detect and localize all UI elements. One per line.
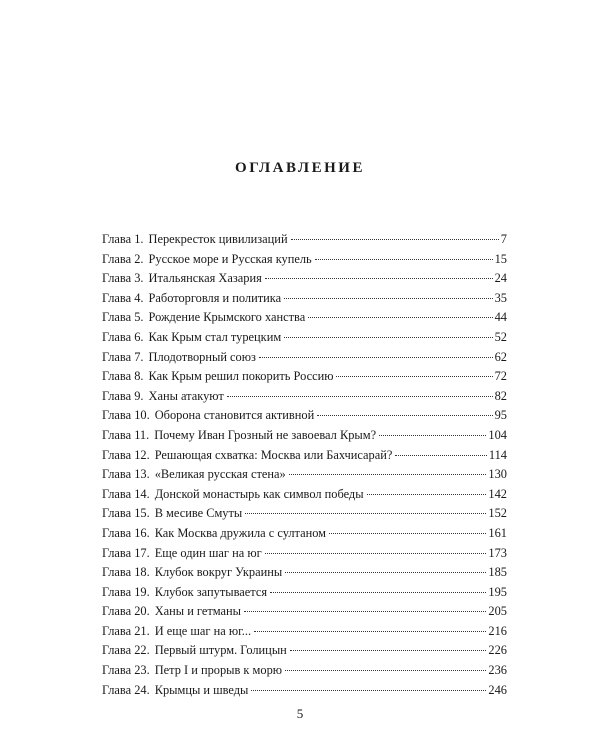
toc-entry-page: 82 (494, 388, 507, 403)
toc-entry-chapter: Глава 7. (102, 349, 144, 364)
toc-entry-title: Как Крым решил покорить Россию (148, 369, 334, 384)
toc-heading: ОГЛАВЛЕНИЕ (235, 160, 365, 176)
toc-dot-leader (308, 317, 492, 318)
toc-entry-page: 246 (488, 682, 507, 697)
toc-entry-page: 35 (494, 290, 507, 305)
toc-dot-leader (284, 298, 493, 299)
toc-entry-page: 44 (494, 310, 507, 325)
toc-entry (102, 683, 507, 703)
toc-entry-title: Почему Иван Грозный не завоевал Крым? (154, 427, 377, 442)
toc-entry-title: Петр I и прорыв к морю (154, 663, 283, 678)
toc-entry-chapter: Глава 6. (102, 329, 144, 344)
toc-dot-leader (395, 455, 487, 456)
toc-entry-chapter: Глава 4. (102, 290, 144, 305)
toc-entry (102, 310, 507, 330)
toc-entry-chapter: Глава 12. (102, 447, 150, 462)
toc-dot-leader (291, 239, 499, 240)
toc-entry-page: 185 (488, 565, 507, 580)
toc-entry-page: 72 (494, 369, 507, 384)
toc-dot-leader (244, 611, 486, 612)
toc-dot-leader (285, 572, 486, 573)
toc-entry-chapter: Глава 13. (102, 467, 150, 482)
toc-dot-leader (336, 376, 492, 377)
toc-entry-page: 104 (488, 427, 507, 442)
toc-entry-title: В месиве Смуты (154, 506, 243, 521)
toc-entry-chapter: Глава 23. (102, 663, 150, 678)
toc-entry-page: 62 (494, 349, 507, 364)
toc-entry-chapter: Глава 16. (102, 525, 150, 540)
toc-entry-title: Решающая схватка: Москва или Бахчисарай? (154, 447, 393, 462)
toc-entry-title: Клубок вокруг Украины (154, 565, 283, 580)
toc-dot-leader (290, 650, 487, 651)
toc-entry (102, 624, 507, 644)
toc-entry-chapter: Глава 18. (102, 565, 150, 580)
toc-dot-leader (251, 690, 486, 691)
toc-entry-chapter: Глава 10. (102, 408, 150, 423)
toc-dot-leader (317, 415, 492, 416)
toc-dot-leader (284, 337, 492, 338)
toc-entry-page: 7 (500, 232, 507, 246)
toc-entry-chapter: Глава 15. (102, 506, 150, 521)
toc-dot-leader (367, 494, 487, 495)
toc-entry-title: Как Крым стал турецким (148, 329, 282, 344)
toc-entry-page: 142 (488, 486, 507, 501)
toc-entry-page: 95 (494, 408, 507, 423)
toc-entry (102, 506, 507, 526)
toc-entry (102, 369, 507, 389)
toc-entry (102, 487, 507, 507)
toc-entry (102, 467, 507, 487)
toc-entry (102, 408, 507, 428)
toc-dot-leader (265, 278, 493, 279)
toc-entry-page: 130 (488, 467, 507, 482)
toc-entry-chapter: Глава 8. (102, 369, 144, 384)
toc-entry-chapter: Глава 21. (102, 623, 150, 638)
toc-entry-title: Как Москва дружила с султаном (154, 525, 327, 540)
toc-entry (102, 350, 507, 370)
toc-entry (102, 526, 507, 546)
toc-entry-page: 226 (488, 643, 507, 658)
toc-entry-chapter: Глава 11. (102, 427, 150, 442)
toc-entry (102, 428, 507, 448)
toc-entry-page: 114 (488, 447, 507, 462)
toc-entry-title: Русское море и Русская купель (148, 251, 312, 266)
toc-entry (102, 291, 507, 311)
toc-entry-page: 152 (488, 506, 507, 521)
toc-entry (102, 330, 507, 350)
toc-entry-title: Рождение Крымского ханства (148, 310, 306, 325)
toc-entry-page: 173 (488, 545, 507, 560)
toc-entry (102, 271, 507, 291)
toc-dot-leader (379, 435, 486, 436)
toc-entry (102, 389, 507, 409)
toc-dot-leader (259, 357, 493, 358)
toc-entry-chapter: Глава 17. (102, 545, 150, 560)
toc-entry-title: И еще шаг на юг... (154, 623, 252, 638)
toc-entry-page: 24 (494, 271, 507, 286)
toc-entry-chapter: Глава 1. (102, 232, 144, 246)
toc-entry-title: Перекресток цивилизаций (148, 232, 288, 246)
toc-dot-leader (265, 553, 487, 554)
toc-entry-page: 15 (494, 251, 507, 266)
toc-entry (102, 546, 507, 566)
toc-entry-title: Первый штурм. Голицын (154, 643, 287, 658)
toc-entry-chapter: Глава 14. (102, 486, 150, 501)
toc-entry-page: 216 (488, 623, 507, 638)
toc-dot-leader (289, 474, 487, 475)
toc-entry (102, 448, 507, 468)
toc-entry-chapter: Глава 19. (102, 584, 150, 599)
toc-entry-title: Клубок запутывается (154, 584, 268, 599)
toc-entry-chapter: Глава 20. (102, 604, 150, 619)
toc-entry (102, 232, 507, 252)
toc-dot-leader (254, 631, 486, 632)
toc-entry-chapter: Глава 5. (102, 310, 144, 325)
toc-dot-leader (315, 259, 493, 260)
toc-entry-chapter: Глава 3. (102, 271, 144, 286)
toc-entry-page: 205 (488, 604, 507, 619)
toc-dot-leader (245, 513, 486, 514)
toc-entry-page: 161 (488, 525, 507, 540)
toc-entry (102, 604, 507, 624)
toc-entry-title: Ханы и гетманы (154, 604, 241, 619)
toc-dot-leader (285, 670, 486, 671)
toc-entry-title: Донской монастырь как символ победы (154, 486, 364, 501)
toc-entry (102, 663, 507, 683)
toc-entry (102, 585, 507, 605)
toc-entry-chapter: Глава 22. (102, 643, 150, 658)
toc-entry-chapter: Глава 24. (102, 682, 150, 697)
toc-entry-chapter: Глава 2. (102, 251, 144, 266)
toc-entry-page: 195 (488, 584, 507, 599)
table-of-contents (102, 232, 507, 702)
toc-entry (102, 565, 507, 585)
page-number: 5 (296, 706, 304, 721)
toc-dot-leader (329, 533, 486, 534)
toc-entry (102, 252, 507, 272)
toc-dot-leader (227, 396, 493, 397)
toc-entry-title: Еще один шаг на юг (154, 545, 262, 560)
toc-entry-title: Крымцы и шведы (154, 682, 249, 697)
toc-entry (102, 643, 507, 663)
toc-entry-title: «Великая русская стена» (154, 467, 286, 482)
toc-entry-title: Ханы атакуют (148, 388, 224, 403)
toc-entry-title: Итальянская Хазария (148, 271, 262, 286)
toc-dot-leader (270, 592, 486, 593)
toc-entry-chapter: Глава 9. (102, 388, 144, 403)
toc-entry-title: Оборона становится активной (154, 408, 315, 423)
toc-entry-page: 236 (488, 663, 507, 678)
toc-entry-title: Плодотворный союз (148, 349, 256, 364)
toc-entry-title: Работорговля и политика (148, 290, 282, 305)
toc-entry-page: 52 (494, 329, 507, 344)
